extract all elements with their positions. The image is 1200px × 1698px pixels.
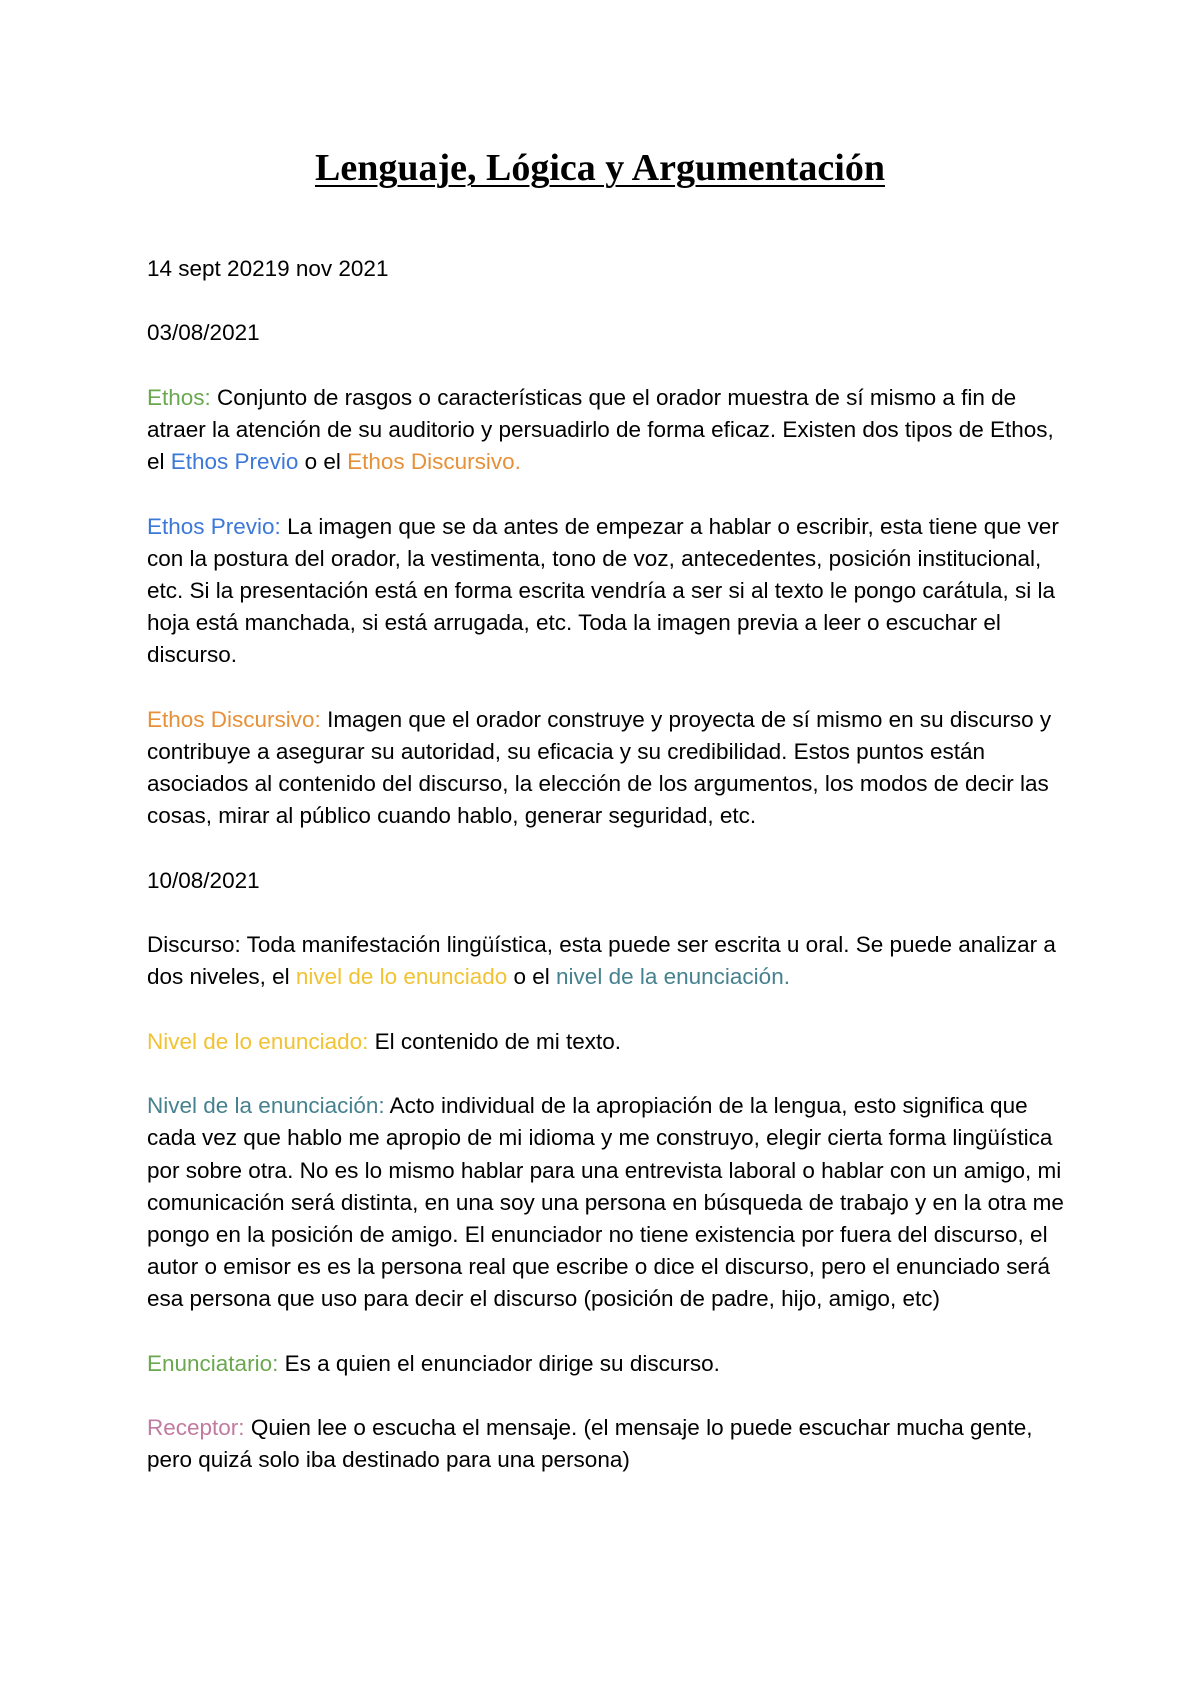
date-heading-1: 03/08/2021 — [147, 320, 260, 346]
paragraph-nivel-enunciado — [147, 1026, 1072, 1058]
term-nivel-enunciado: Nivel de lo enunciado: — [147, 1028, 369, 1054]
page-title — [0, 144, 1200, 192]
ethos-text-1: Conjunto de rasgos o características que el orador muestra de sí mismo a fin de atraer la atención de su auditorio y persuadirlo de forma eficaz. Existen dos tipos de Ethos, el — [147, 384, 1054, 475]
paragraph-enunciatario — [147, 1348, 1072, 1380]
paragraph-ethos-discursivo — [147, 704, 1072, 833]
term-ethos-discursivo: Ethos Discursivo: — [147, 706, 321, 732]
ethos-discursivo-text: Imagen que el orador construye y proyecta de sí mismo en su discurso y contribuye a asegurar su autoridad, su eficacia y su credibilidad. Estos puntos están asociados al contenido del discurso, la elección de los argumentos, los modos de decir las cosas, mirar al público cuando hablo, generar seguridad, etc. — [147, 706, 1052, 829]
term-enunciatario: Enunciatario: — [147, 1350, 279, 1376]
enunciatario-text: Es a quien el enunciador dirige su discurso. — [278, 1350, 720, 1376]
discurso-text-2: o el — [507, 964, 557, 990]
term-nivel-enunciacion: Nivel de la enunciación: — [147, 1093, 385, 1119]
document-body — [147, 253, 1072, 1509]
paragraph-ethos-previo — [147, 511, 1072, 672]
ethos-previo-ref: Ethos Previo — [170, 449, 299, 475]
discurso-text-1: Discurso: Toda manifestación lingüística, esta puede ser escrita u oral. Se puede analizar a dos niveles, el — [147, 932, 1056, 990]
receptor-text: Quien lee o escucha el mensaje. (el mensaje lo puede escuchar mucha gente, pero quizá solo iba destinado para una persona) — [147, 1415, 1033, 1473]
page-title-text: Lenguaje, Lógica y Argumentación — [315, 147, 885, 189]
nivel-enunciado-ref: nivel de lo enunciado — [295, 964, 508, 990]
paragraph-ethos — [147, 382, 1072, 479]
nivel-enunciacion-ref: nivel de la enunciación. — [556, 964, 790, 990]
paragraph-discurso — [147, 929, 1072, 993]
ethos-discursivo-ref: Ethos Discursivo. — [347, 449, 521, 475]
nivel-enunciado-text: El contenido de mi texto. — [368, 1028, 622, 1054]
term-ethos: Ethos: — [147, 384, 211, 410]
nivel-enunciacion-text: Acto individual de la apropiación de la lengua, esto significa que cada vez que hablo me apropio de mi idioma y me construyo, elegir cierta forma lingüística por sobre otra. No es lo mismo hablar para una entrevista laboral o hablar con un amigo, mi comunicación será distinta, en una soy una persona en búsqueda de trabajo y en la otra me pongo en la posición de amigo. El enunciador no tiene existencia por fuera del discurso, el autor o emisor es es la persona real que escribe o dice el discurso, pero el enunciado será esa persona que uso para decir el discurso (posición de padre, hijo, amigo, etc) — [147, 1093, 1064, 1312]
date-heading-2: 10/08/2021 — [147, 867, 260, 893]
paragraph-nivel-enunciacion — [147, 1090, 1072, 1315]
ethos-previo-text: La imagen que se da antes de empezar a hablar o escribir, esta tiene que ver con la postura del orador, la vestimenta, tono de voz, antecedentes, posición institucional, etc. Si la presentación está en forma escrita vendría a ser si al texto le pongo carátula, si la hoja está manchada, si está arrugada, etc. Toda la imagen previa a leer o escuchar el discurso. — [147, 513, 1059, 668]
date-range: 14 sept 20219 nov 2021 — [147, 256, 389, 281]
term-ethos-previo: Ethos Previo: — [147, 513, 281, 539]
paragraph-receptor — [147, 1412, 1072, 1476]
term-receptor: Receptor: — [147, 1415, 245, 1441]
ethos-text-2: o el — [298, 449, 348, 475]
